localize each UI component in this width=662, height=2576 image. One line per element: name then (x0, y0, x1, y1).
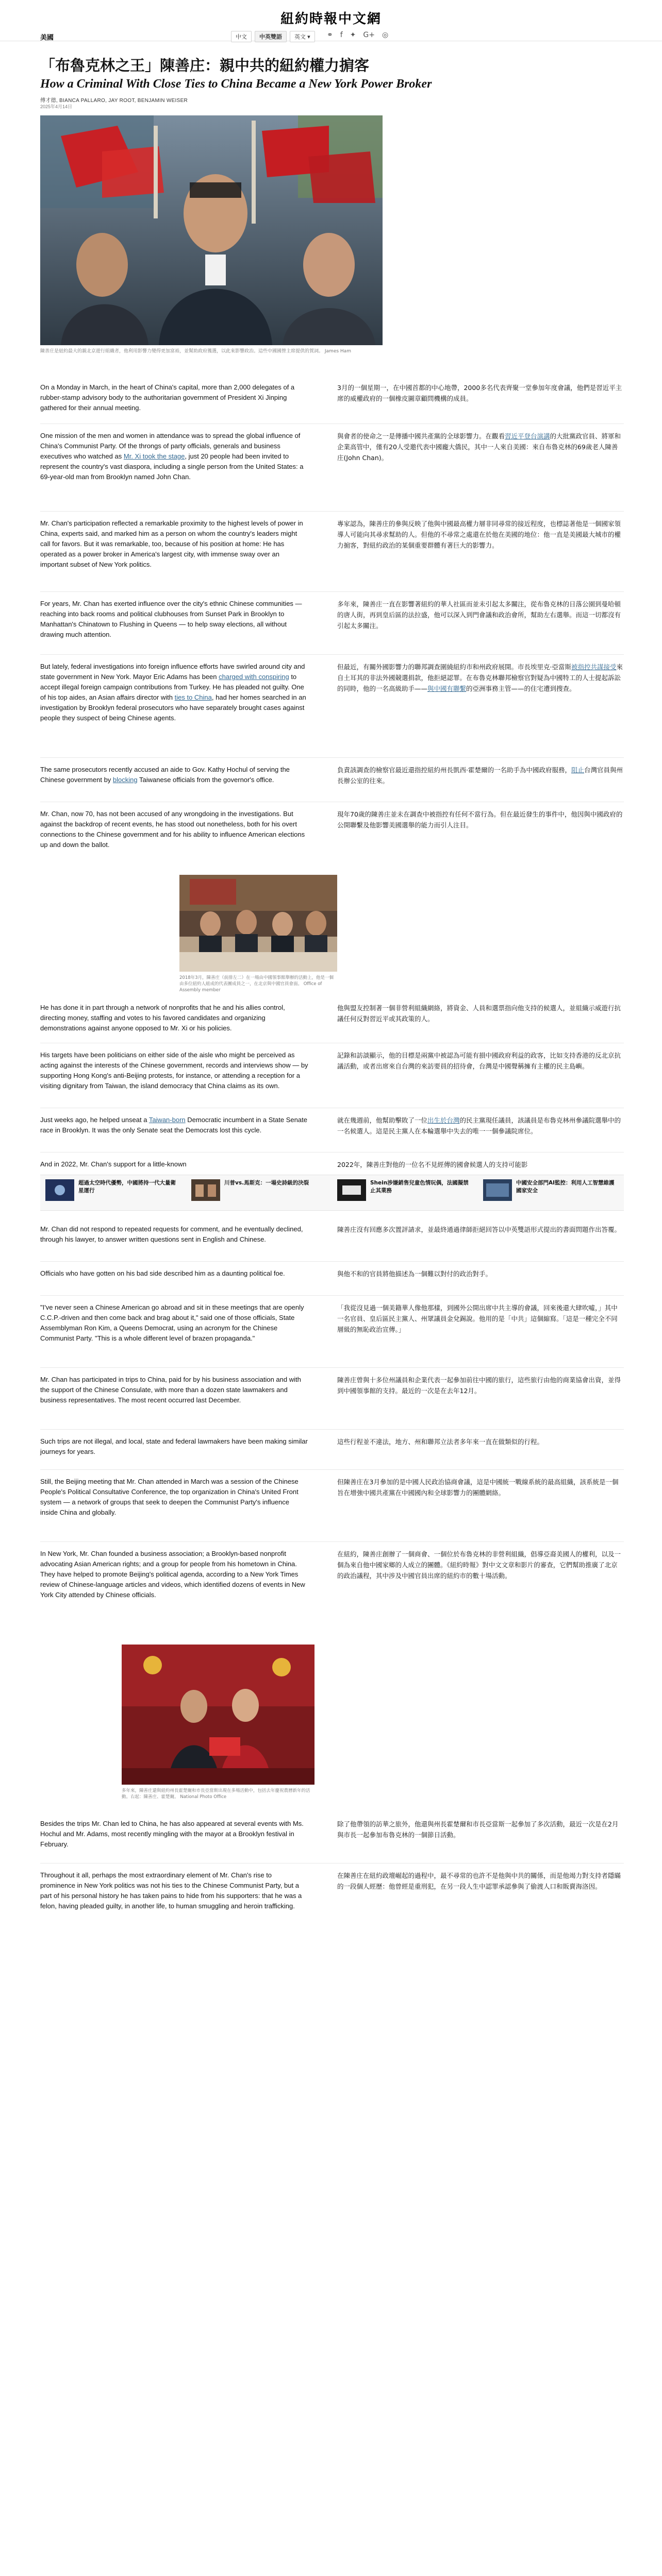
photo-meeting-caption-text: 2018年3月，陳善庄（前排左二）在一場由中國領事館舉辦的活動上，他是一個由多位紐約人組成的代表團成員之一，在北京與中國官員會面。 (179, 975, 334, 987)
meeting-illustration (179, 875, 337, 972)
paragraph-zh-7: 現年70歲的陳善庄並未在調查中被指控有任何不當行為。但在最近發生的事件中，他因與中國政府的公開聯繫及他影響美國選舉的能力而引人注目。 (337, 810, 623, 829)
text-span: 台灣官員與州長辦公室的往來。 (337, 766, 623, 785)
lang-option-chinese[interactable]: 中文 (231, 31, 252, 42)
text-span: 的亞洲事務主管——的住宅遭到搜查。 (466, 685, 576, 692)
paragraph-divider (40, 1469, 624, 1470)
paragraph-divider (40, 1261, 624, 1262)
paragraph-en-9: His targets have been politicians on either side of the aisle who might be perceived as acting against the interests of the Chinese government, records and interviews show — by supporting Hong Kong's anti-Beijing protests, for instance, or attending a reception for a visiting dignitary from Taiwan, the island democracy that China claims as its own. (40, 1051, 308, 1090)
hero-image (40, 115, 383, 345)
link-charged-zh[interactable]: 被指控共謀接受 (571, 663, 617, 671)
byline: 傅才德, BIANCA PALLARO, JAY ROOT, BENJAMIN WEISER (40, 98, 188, 104)
paragraph-en-16: Such trips are not illegal, and local, state and federal lawmakers have been making similar journeys for years. (40, 1437, 308, 1455)
hero-illustration (40, 115, 383, 345)
lang-option-english-label: 英文 (294, 34, 306, 40)
text-span: , had her homes searched in an investigation by Brooklyn federal prosecutors who have separately brought cases against people they suspect of being Chinese agents. (40, 693, 306, 722)
paragraph-en-12: Mr. Chan did not respond to repeated requests for comment, and he eventually declined, through his lawyer, to answer written questions sent in English and Chinese. (40, 1225, 303, 1243)
text-span: 的大批黨政官員、將軍和企業高管中，僅有20人受邀代表中國龐大僑民，其中一人來自美國：來自布魯克林的69歲老人陳善庄(John Chan)。 (337, 432, 621, 462)
link-xi-speech-zh[interactable]: 習近平登台演講 (505, 432, 550, 440)
paragraph-en-18: In New York, Mr. Chan founded a business association; a Brooklyn-based nonprofit advocating Asian American rights; and a group for people from his hometown in China. They have helped to promote Beijing's political agenda, according to a New York Times review of Chinese-language articles and videos, which identified dozens of events in New York City attended by Chinese officials. (40, 1550, 305, 1599)
lang-option-english[interactable] (290, 31, 315, 42)
text-span: 與會者的使命之一是傳播中國共產黨的全球影響力。在觀看 (337, 432, 505, 440)
related-story-title: 超過太空時代優勢，中國將持一代大量衛星運行 (78, 1180, 176, 1194)
link-xi-took-stage[interactable]: Mr. Xi took the stage (123, 452, 185, 460)
paragraph-en-1: On a Monday in March, in the heart of China's capital, more than 2,000 delegates of a rubber-stamp advisory body to the authoritarian government of President Xi Jinping gathered for their annual meeting. (40, 383, 295, 412)
paragraph-divider (40, 1152, 624, 1153)
paragraph-zh-9: 記錄和訪談顯示，他的目標是兩黨中被認為可能有損中國政府利益的政客，比如支持香港的反北京抗議活動，或者出席來自台灣的來訪要員的招待會，台灣是中國聲稱擁有主權的民主島嶼。 (337, 1052, 621, 1070)
paragraph-zh-8: 他與盟友控制著一個非營利組織網絡，將資金、人員和選票指向他支持的候選人，並組織示威遊行抗議任何反對習近平或其政策的人。 (337, 1004, 621, 1023)
photo-event-credit: National Photo Office (180, 1794, 227, 1800)
related-thumbnail (483, 1179, 512, 1201)
paragraph-en-7: Mr. Chan, now 70, has not been accused of any wrongdoing in the investigations. But against the backdrop of recent events, he has stood out nonetheless, both for his overt connections to the Chinese government and for his ability to influence American elections up and down the ballot. (40, 810, 305, 849)
paragraph-zh-17: 但陳善庄在3月參加的是中國人民政治協商會議，這是中國統一戰線系統的最高組織，該系統是一個旨在增強中國共產黨在中國國內和全球影響力的團體網絡。 (337, 1478, 619, 1497)
top-bar (0, 0, 662, 41)
paragraph-zh-1: 3月的一個星期一，在中國首都的中心地帶，2000多名代表齊聚一堂參加年度會議，他們是習近平主席的威權政府的一個橡皮圖章顧問機構的成員。 (337, 384, 622, 402)
text-span: to accept illegal foreign campaign contributions from Turkey. He has pleaded not guilty. One of his top aides, an Asian affairs director with (40, 673, 304, 701)
paragraph-zh-6 (337, 765, 624, 786)
section-link[interactable]: 美國 (40, 33, 54, 41)
link-blocking[interactable]: blocking (112, 776, 138, 784)
hero-caption-text: 陳善庄是紐約最大的親北京遊行組織者，他利用影響力變得更加富裕，並幫助政府獲選，以此來影響政治。這些中國國營主席提供的賀詞。 (40, 349, 324, 354)
related-thumbnail (45, 1179, 74, 1201)
text-span: 就在幾週前，他幫助擊敗了一位 (337, 1116, 428, 1124)
text-span: But lately, federal investigations into foreign influence efforts have swirled around city and state government in New York. Mayor Eric Adams has been (40, 663, 305, 681)
link-taiwan-born[interactable]: Taiwan-born (148, 1116, 186, 1124)
related-story[interactable] (478, 1175, 624, 1210)
paragraph-divider (40, 1429, 624, 1430)
text-span: The same prosecutors recently accused an aide to Gov. Kathy Hochul of serving the Chinese government by (40, 766, 290, 784)
paragraph-en-13: Officials who have gotten on his bad side described him as a daunting political foe. (40, 1269, 285, 1277)
paragraph-zh-16: 這些行程並不違法，地方、州和聯邦立法者多年來一直在做類似的行程。 (337, 1438, 544, 1446)
paragraph-en-2 (40, 431, 308, 482)
paragraph-zh-3: 專家認為，陳善庄的參與反映了他與中國最高權力層非同尋常的接近程度，也標誌著他是一個國家領導人可能向其尋求幫助的人。但他的不尋常之處還在於他在美國的地位：他一直是美國最大城市的權力掮客，對紐約政治的某個重要群體有著巨大的影響力。 (337, 520, 621, 549)
paragraph-en-5 (40, 662, 308, 723)
link-blocking-zh[interactable]: 阻止 (571, 766, 584, 774)
publish-date: 2025年4月14日 (40, 104, 73, 109)
facebook-icon[interactable]: f (340, 31, 343, 39)
event-illustration (122, 1645, 315, 1785)
photo-meeting-credit: Office of Assembly member (179, 981, 322, 993)
paragraph-zh-12: 陳善庄沒有回應多次置評請求，並最終通過律師拒絕回答以中英雙語形式提出的書面問題作出答覆。 (337, 1226, 621, 1233)
site-logo[interactable]: 紐約時報中文網 (280, 11, 382, 27)
link-charged-conspiring[interactable]: charged with conspiring (219, 673, 289, 681)
photo-meeting-caption (179, 975, 337, 993)
chevron-down-icon: ▾ (307, 34, 310, 40)
paragraph-zh-18: 在紐約，陳善庄創辦了一個商會、一個位於布魯克林的非營利組織，倡導亞裔美國人的權利，以及一個為來自他中國家鄉的人成立的團體。《紐約時報》對中文文章和影片的審查，它們幫助推廣了北京的政治議程，其中涉及中國官員出席的紐約市的數十場活動。 (337, 1550, 621, 1580)
related-thumbnail (337, 1179, 366, 1201)
paragraph-en-8: He has done it in part through a network of nonprofits that he and his allies control, directing money, staffing and votes to his favored candidates and organizing demonstrations against anyone opposed to Mr. Xi or his policies. (40, 1004, 285, 1032)
related-story[interactable] (186, 1175, 332, 1210)
link-taiwan-born-zh[interactable]: 出生於台灣 (427, 1116, 460, 1124)
paragraph-divider (40, 757, 624, 758)
text-span: One mission of the men and women in attendance was to spread the global influence of China's Communist Party. Of the throngs of party officials, generals and business executives who watched as (40, 432, 301, 460)
paragraph-en-19: Besides the trips Mr. Chan led to China, he has also appeared at several events with Ms. Hochul and Mr. Adams, most recently mingling with the mayor at a Brooklyn festival in February. (40, 1820, 304, 1848)
paragraph-en-10 (40, 1115, 308, 1136)
text-span: Taiwanese officials from the governor's office. (137, 776, 274, 784)
paragraph-zh-10 (337, 1115, 624, 1137)
paragraph-zh-2 (337, 431, 624, 463)
paragraph-zh-14: 「我從沒見過一個美籍華人像他那樣，到國外公開出席中共主導的會議，回來後還大肆吹噓，」其中一名官員、皇后區民主黨人、州眾議員金兌錫說。他用的是「中共」這個縮寫。「這是一種完全不同層級的無恥政治宣傳。」 (337, 1304, 618, 1333)
paragraph-divider (40, 1367, 624, 1368)
share-icons (327, 31, 388, 39)
text-span: 負責該調查的檢察官最近還指控紐約州長凱西·霍楚爾的一名助手為中國政府服務， (337, 766, 571, 774)
paragraph-zh-5 (337, 662, 624, 694)
hero-caption (40, 348, 383, 355)
paragraph-zh-19: 除了他帶領的訪華之旅外，他還與州長霍楚爾和市長亞當斯一起參加了多次活動，最近一次是在2月與市長一起參加布魯克林的一個節日活動。 (337, 1820, 619, 1839)
photo-event-caption (122, 1788, 315, 1800)
paragraph-divider (40, 1541, 624, 1542)
paragraph-en-20: Throughout it all, perhaps the most extraordinary element of Mr. Chan's rise to prominence in New York politics was not his ties to the Chinese Communist Party, but a part of his personal history he has taken pains to hide from his supporters: that he was a felon, having pleaded guilty, in another life, to human smuggling and heroin trafficking. (40, 1871, 302, 1910)
related-story-title: 川普vs.馬斯克：一場史詩級的決裂 (224, 1180, 309, 1186)
link-ties-zh[interactable]: 與中國有聯繫 (427, 685, 467, 692)
paragraph-zh-20: 在陳善庄在紐約政壇崛起的過程中，最不尋常的也許不是他與中共的關係，而是他竭力對支持者隱瞞的一段個人經歷：他曾經是重刑犯，在另一段人生中認罪承認參與了偷渡人口和販賣海洛因。 (337, 1872, 621, 1890)
paragraph-zh-13: 與他不和的官員將他描述為一個難以對付的政治對手。 (337, 1270, 492, 1278)
related-story-title: Shein涉嫌銷售兒童色情玩偶，法國擬禁止其業務 (370, 1180, 469, 1194)
related-story-title: 中國安全部門AI監控：利用人工智慧維護國家安全 (516, 1180, 615, 1194)
paragraph-zh-15: 陳善庄曾與十多位州議員和企業代表一起參加前往中國的旅行，這些旅行由他的商業協會出資，並得到中國領事館的支持。最近的一次是在去年12月。 (337, 1376, 621, 1395)
related-thumbnail (191, 1179, 220, 1201)
paragraph-en-6 (40, 765, 308, 785)
google-plus-icon[interactable]: G+ (363, 31, 375, 39)
paragraph-en-3: Mr. Chan's participation reflected a remarkable proximity to the highest levels of power in China, experts said, and marked him as a person on whom the country's leaders might call for favors. But it was remarkable, too, because of his position at home: He has operated as a power broker in America's largest city, with immense sway over an important subset of New York politics. (40, 519, 303, 568)
weibo-icon[interactable]: ◎ (382, 31, 389, 39)
photo-event (122, 1645, 315, 1785)
paragraph-en-4: For years, Mr. Chan has exerted influence over the city's ethnic Chinese communities — reaching into back rooms and political clubhouses from Sunset Park in Brooklyn to Manhattan's Chinatown to Flushing in Queens — to help sway elections, all without drawing much attention. (40, 600, 302, 638)
paragraph-en-17: Still, the Beijing meeting that Mr. Chan attended in March was a session of the Chinese People's Political Consultative Conference, the top organization in China's United Front system — a network of groups that seek to deepen the Communist Party's influence inside China and globally. (40, 1478, 299, 1516)
related-story[interactable] (40, 1175, 186, 1210)
text-span: 的民主黨現任議員，該議員是布魯克林州參議院選舉中的一名候選人。這是民主黨人在本輪選舉中失去的唯一一個參議院席位。 (337, 1116, 621, 1135)
text-span: Democratic incumbent in a State Senate race in Brooklyn. It was the only Senate seat the Democrats lost this cycle. (40, 1116, 307, 1134)
twitter-icon[interactable]: ✦ (350, 31, 356, 39)
paragraph-en-14: "I've never seen a Chinese American go abroad and sit in these meetings that are openly C.C.P.-driven and then come back and brag about it," said one of those officials, State Assemblyman Ron Kim, a Queens Democrat, using an acronym for the Chinese Communist Party. "This is a whole different level of brazen propaganda." (40, 1303, 304, 1342)
share-icon[interactable]: ⚭ (327, 31, 333, 39)
photo-meeting (179, 875, 337, 972)
language-switcher (231, 31, 315, 42)
related-stories (40, 1175, 624, 1211)
nav-row (0, 31, 662, 41)
text-span: , just 20 people had been invited to represent the country's vast diaspora, including a single person from the United States: a 69-year-old man from Brooklyn named John Chan. (40, 452, 304, 481)
paragraph-en-15: Mr. Chan has participated in trips to China, paid for by his business association and with the support of the Chinese Consulate, with more than a dozen state lawmakers and business representatives. The most recent occurred last December. (40, 1376, 301, 1404)
paragraph-zh-4: 多年來，陳善庄一直在影響著紐約的華人社區而並未引起太多關注，從布魯克林的日落公園到曼哈頓的唐人街，再到皇后區的法拉盛，他可以深入到門會議和政治會所，幫助左右選舉。而這一切都沒有引起太多關注。 (337, 600, 621, 630)
paragraph-divider (40, 511, 624, 512)
hero-credit: James Ham (324, 349, 351, 354)
text-span: 來自土耳其的非法外國競選捐款，他拒絕認罪。在布魯克林聯邦檢察官對疑為中國特工的人士提起訴訟的同時，他的一名高級助手—— (337, 663, 623, 692)
paragraph-en-11: And in 2022, Mr. Chan's support for a little-known (40, 1160, 187, 1168)
headline: 「布魯克林之王」陳善庄：親中共的紐約權力掮客 (40, 57, 370, 74)
related-story[interactable] (332, 1175, 478, 1210)
text-span: Just weeks ago, he helped unseat a (40, 1116, 149, 1124)
paragraph-divider (40, 591, 624, 592)
lang-option-bilingual[interactable]: 中英雙語 (255, 31, 287, 42)
link-ties-to-china[interactable]: ties to China (174, 693, 212, 701)
subheadline: How a Criminal With Close Ties to China Became a New York Power Broker (40, 77, 432, 91)
paragraph-divider (40, 423, 624, 424)
paragraph-divider (40, 1295, 624, 1296)
photo-event-caption-text: 多年來，陳善庄還與紐約州長霍楚爾和市長亞當斯出現在多場活動中，包括去年慶祝農曆新年的活動。右起：陳善庄、霍楚爾。 (122, 1788, 310, 1800)
paragraph-zh-11: 2022年，陳善庄對他的一位名不見經傳的國會候選人的支持可能影 (337, 1161, 528, 1168)
paragraph-divider (40, 654, 624, 655)
text-span: 但最近，有關外國影響力的聯邦調查圍繞紐約市和州政府展開。市長埃里克·亞當斯 (337, 663, 571, 671)
